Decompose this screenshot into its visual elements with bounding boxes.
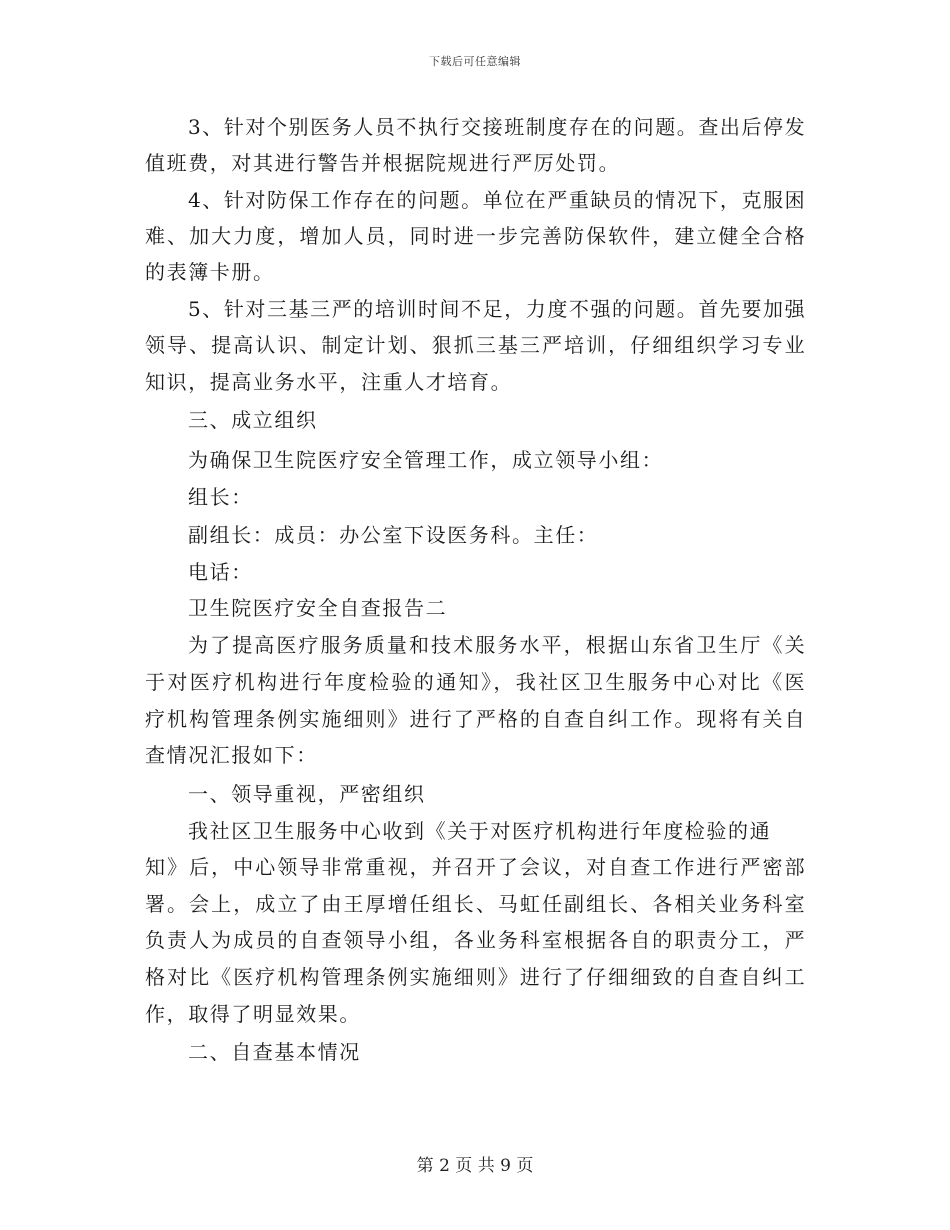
body-line: 于对医疗机构进行年度检验的通知》，我社区卫生服务中心对比《医 <box>145 670 805 694</box>
body-line: 组长： <box>188 485 253 509</box>
page-footer-page-number: 第 2 页 共 9 页 <box>416 1156 534 1176</box>
section-heading: 一、领导重视，严密组织 <box>188 782 426 806</box>
body-line: 查情况汇报如下： <box>145 743 318 767</box>
body-line: 3、针对个别医务人员不执行交接班制度存在的问题。查出后停发 <box>188 115 805 139</box>
body-line: 为确保卫生院医疗安全管理工作，成立领导小组： <box>188 448 664 472</box>
section-heading: 三、成立组织 <box>188 408 318 432</box>
body-line: 值班费，对其进行警告并根据院规进行严厉处罚。 <box>145 151 621 175</box>
body-line: 知识，提高业务水平，注重人才培育。 <box>145 370 513 394</box>
body-line: 的表簿卡册。 <box>145 260 275 284</box>
report-title: 卫生院医疗安全自查报告二 <box>188 596 448 620</box>
body-line: 知》后，中心领导非常重视，并召开了会议，对自查工作进行严密部 <box>145 855 805 879</box>
body-line: 4、针对防保工作存在的问题。单位在严重缺员的情况下，克服困 <box>188 188 805 212</box>
body-line: 作，取得了明显效果。 <box>145 1002 361 1026</box>
body-line: 疗机构管理条例实施细则》进行了严格的自查自纠工作。现将有关自 <box>145 707 805 731</box>
body-line: 为了提高医疗服务质量和技术服务水平，根据山东省卫生厅《关 <box>188 633 805 657</box>
body-line: 署。会上，成立了由王厚增任组长、马虹任副组长、各相关业务科室 <box>145 892 805 916</box>
body-line: 我社区卫生服务中心收到《关于对医疗机构进行年度检验的通 <box>188 819 772 843</box>
body-line: 格对比《医疗机构管理条例实施细则》进行了仔细细致的自查自纠工 <box>145 965 805 989</box>
body-line: 5、针对三基三严的培训时间不足，力度不强的问题。首先要加强 <box>188 297 805 321</box>
body-line: 负责人为成员的自查领导小组，各业务科室根据各自的职责分工，严 <box>145 928 805 952</box>
body-line: 难、加大力度，增加人员，同时进一步完善防保软件，建立健全合格 <box>145 224 805 248</box>
body-line: 副组长：成员：办公室下设医务科。主任： <box>188 523 599 547</box>
body-line: 领导、提高认识、制定计划、狠抓三基三严培训，仔细组织学习专业 <box>145 333 805 357</box>
page-header-note: 下载后可任意编辑 <box>429 55 521 68</box>
section-heading: 二、自查基本情况 <box>188 1040 361 1064</box>
body-line: 电话： <box>188 560 253 584</box>
